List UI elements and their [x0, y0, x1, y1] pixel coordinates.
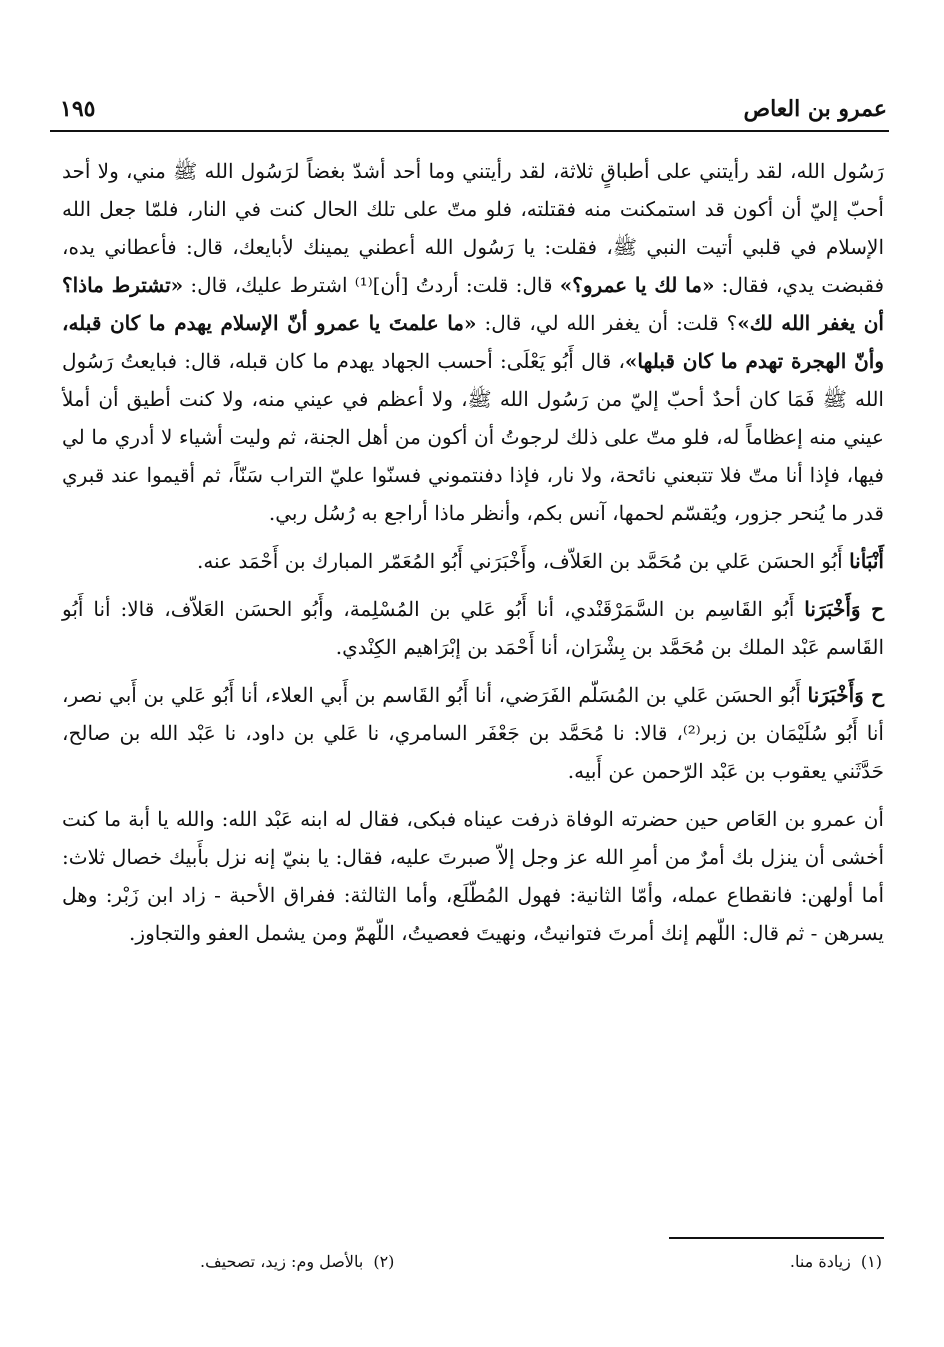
- text-run: اشترط عليك، قال:: [183, 273, 355, 297]
- bold-text-run: «ما علمتَ يا عمرو أنّ الإسلام يهدم ما كان قبله، وأنّ الهجرة تهدم ما كان قبلها»: [62, 311, 884, 373]
- text-run: ؟ قلت: أن يغفر الله لي، قال:: [476, 311, 738, 335]
- footnote-number: (٢): [373, 1252, 395, 1271]
- bold-text-run: «تشترط ماذا؟ أن يغفر الله لك»: [62, 273, 884, 335]
- text-run: أَبُو الحسَن عَلي بن المُسَلّم الفَرَضي، أنا أَبُو القَاسم بن أَبي العلاء، أنا أَبُو عَلي بن أَبي نصر، أنا أَبُو سُلَيْمَان بن زبر: [62, 683, 884, 745]
- text-run: أَبُو الحسَن عَلي بن مُحَمَّد بن العَلاّف، وأَخْبَرَني أَبُو المُعَمّر المبارك بن أَحْمَد عنه.: [196, 549, 850, 573]
- footnote-text: بالأصل وم: زيد، تصحيف.: [200, 1252, 364, 1271]
- footnote-separator: [669, 1237, 884, 1239]
- text-run: قال: قلت: أردتُ [أن]: [372, 273, 560, 297]
- text-run: ⁽¹⁾: [354, 273, 373, 297]
- paragraph: [62, 590, 884, 666]
- footnote-text: زيادة منا.: [789, 1252, 851, 1271]
- page-header: [50, 88, 889, 132]
- bold-text-run: «ما لك يا عمرو؟»: [559, 273, 715, 297]
- main-text: [62, 152, 884, 952]
- running-title: عمرو بن العاص: [743, 96, 887, 122]
- text-run: أَبُو القَاسِم بن السَّمَرْقَنْدي، أنا أَبُو عَلي بن المُسْلِمة، وأَبُو الحسَن العَلاّف، قالا: أنا أَبُو القَاسم عَبْد الملك بن مُحَمَّد بن بِشْرَان، أنا أَحْمَد بن إبْرَاهيم الكِنْدي.: [62, 597, 884, 659]
- bold-text-run: ح وَأَخْبَرَنا: [804, 597, 884, 621]
- footnotes: [200, 1252, 882, 1271]
- paragraph: [62, 800, 884, 952]
- footnote-2: [200, 1252, 394, 1271]
- text-run: أن عمرو بن العَاص حين حضرته الوفاة ذرفت عيناه فبكى، فقال له ابنه عَبْد الله: والله يا أبة ما كنت أخشى أن ينزل بك أمرٌ من أمرِ الله عز وجل إلاّ صبرتَ عليه، فقال: يا بنيّ إنه نزل بأَبيك خصال ثلاث: أما أولهن: فانقطاع عمله، وأمّا الثانية: فهول المُطّلَع، وأما الثالثة: ففراق الأحبة - زاد ابن زَبْر: وهل يسرهن - ثم قال: اللّهم إنك أمرتَ فتوانيتُ، ونهيتَ فعصيتُ، اللّهمّ ومن يشمل العفو والتجاوز.: [62, 807, 884, 945]
- paragraph: [62, 152, 884, 532]
- footnote-1: [790, 1252, 882, 1271]
- page-number: ١٩٥: [60, 96, 96, 122]
- paragraph: [62, 542, 884, 580]
- text-run: رَسُول الله، لقد رأيتني على أطباقٍ ثلاثة، لقد رأيتني وما أحد أشدّ بغضاً لرَسُول الله ﷺ مني، ولا أحد أحبّ إليّ أن أكون قد استمكنت منه فقتلته، فلو متّ على تلك الحال كنت في النار، فلمّا جعل الله الإسلام في قلبي أتيت النبي ﷺ، فقلت: يا رَسُول الله أعطني يمينك لأبايعك، قال: فأعطاني يده، فقبضت يدي، فقال:: [62, 159, 885, 297]
- footnote-number: (١): [860, 1252, 882, 1271]
- text-run: ، قالا: نا مُحَمَّد بن جَعْفَر السامري، نا عَلي بن داود، نا عَبْد الله بن صالح، حَدَّثَني يعقوب بن عَبْد الرّحمن عن أَبيه.: [62, 721, 884, 783]
- paragraph: [62, 676, 884, 790]
- text-run: ، قال أَبُو يَعْلَى: أحسب الجهاد يهدم ما كان قبله، قال: فبايعتُ رَسُول الله ﷺ فَمَا كان أحدٌ أحبّ إليّ من رَسُول الله ﷺ، ولا أعظم في عيني منه، ولا كنت أطيق أن أملأ عيني منه إعظاماً له، فلو متّ على ذلك لرجوتُ أن أكون من أهل الجنة، ثم وليت أشياء لا أدري ما لي فيها، فإذا أنا متّ فلا تتبعني نائحة، ولا نار، فإذا دفنتموني فسنّوا عليّ التراب سَنّاً، ثم أقيموا عند قبري قدر ما يُنحر جزور، ويُقسّم لحمها، آنس بكم، وأنظر ماذا أراجع به رُسُل ربي.: [62, 349, 884, 525]
- bold-text-run: ح وَأَخْبَرَنا: [807, 683, 884, 707]
- bold-text-run: أَنْبَأنا: [849, 549, 884, 573]
- text-run: ⁽²⁾: [682, 721, 701, 745]
